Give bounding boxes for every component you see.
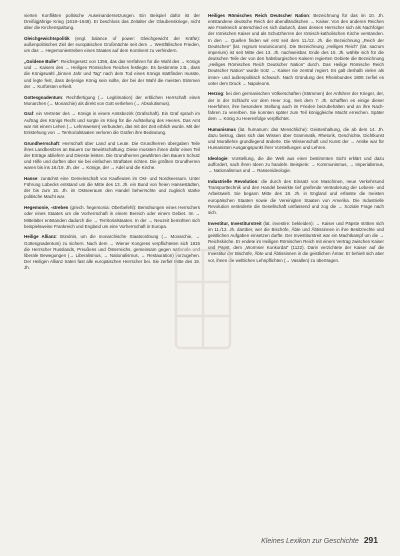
entry-text: : zunächst eine Gemeinschaft von Kaufleuten im Ost- und Nordseeraum. Unter Führung Lübecks entstand um die Mitte des 13. Jh. ein Bund von freien Hansestädten, der bis zum 15. Jh. im Ostseeraum den Handel beherrschte und zugleich starke politische Macht war.: [24, 176, 200, 200]
entry-term: Ideologie: [208, 156, 228, 162]
entry-text: : Bezeichnung für das im 10. Jh. entstandene deutsche Reich der abendländischen → Kaiser. Von den anderen Reichen wie Frankreich unterschied es sich dadurch, dass dessen Herrscher sich als Nachfolger der römischen Kaiser und als Schutzherren der römisch-katholischen Kirche verstanden. In den → Quellen finden wir erst seit dem 11./12. Jh. die Bezeichnung „Reich der Deutschen“ (lat. regnum teutonicorum). Die Bezeichnung „Heiliges Reich“ (lat. sacrum imperium) ist seit Mitte des 13. Jh. nachweisbar. Ende des 15. Jh. wählte sich für die deutschen Teile der von den habsburgischen Kaisern regierten Gebiete die Bezeichnung „Heiliges Römisches Reich Deutscher Nation“ durch. Das Heilige Römische Reich Deutscher Nation“ wurde trotz → Kaiser nie zentral regiert. Es galt deshalb vielen als innen- und außenpolitisch schwach. Nach Gründung des Rheinbundes 1806 zerfiel es unter dem Druck → Napoleons.: [208, 13, 384, 86]
entry-term: Hanse: [24, 176, 38, 181]
lexicon-entry: [208, 156, 384, 174]
entry-term: Humanismus: [208, 126, 236, 132]
entry-term: Hegemonie, -streben: [24, 205, 69, 211]
lexicon-entry: [208, 221, 384, 264]
entry-text: : Rechtfertigung (→ Legitimation) der erblichen Herrschaft eines Monarchen (→ Monarchie) als direkt von Gott verliehen (→ Absolutismus).: [24, 94, 200, 106]
entry-text: (lat. humanum: das Menschliche): Geisteshaltung, die ab dem 14. Jh. dazu beitrug, dass sich das Wissen über Grammatik, Rhetorik, Geschichte, Dichtkunst und Morallehre grundlegend änderte. Die Wissenschaft und Kunst der → Antike war für Humanisten Ausgangspunkt ihrer Vorstellungen und Lehren.: [208, 126, 384, 151]
entry-text: (engl. balance of power: Gleichgewicht der Kräfte): außenpolitisches Ziel der europäischen Großmächte seit dem → Westfälischen Frieden, um das → Hegemoniestreben eines Staates auf dem Kontinent zu verhindern.: [24, 36, 200, 54]
lexicon-entry: [208, 179, 384, 216]
entry-term: Heiliges Römisches Reich Deutscher Nation: [208, 13, 309, 18]
entry-term: Gottesgnadentum: [24, 94, 62, 100]
lexicon-entry: [24, 95, 200, 107]
entry-text: : Herrschaft über Land und Leute. Die Grundherren übergaben Teile ihres Landbesitzes an Bauern zur Bewirtschaftung. Diese mussten ihnen dafür einen Teil der Erträge abliefern und Dienste leisten. Die Grundherren gewährten den Bauern Schutz und Hilfe und durften über sie bei einfachen Straftaten richten. Die größten Grundherren waren bis ins 18./19. Jh. der → Könige, der → Adel und die Kirche.: [24, 140, 200, 171]
lexicon-entry: [24, 111, 200, 136]
entry-text: : Vorstellung, die die Welt aus einer bestimmten Sicht erklärt und dazu auffordert, nach ihren Ideen zu handeln. Beispiele: → Kommunismus, → Imperialismus, → Nationalismus und → Rassenideologie.: [208, 156, 384, 174]
page-footer: [261, 535, 378, 545]
entry-term: Herzog: [208, 91, 224, 97]
entry-text: : die durch den Einsatz von Maschinen, neue Verkehrsund Transporttechnik und den Handel bewirkte tief greifende Veränderung der Lebens- und Arbeitswelt. Sie begann Mitte des 18. Jh. in England und erfasste die meisten europäischen Staaten sowie die Vereinigten Staaten von Amerika. Die Industrielle Revolution veränderte die Gesellschaft umfassend und zog die → Soziale Frage nach sich.: [208, 179, 384, 215]
lexicon-entry: [208, 127, 384, 152]
entry-text: : Bündnis, um die monarchische Staatsordnung (→ Monarchie, → Gottesgnadentum) zu sichern. Nach dem → Wiener Kongress verpflichteten sich 1815 die Herrscher Russlands, Preußens und Österreichs, gemeinsam gegen nationale und liberale Bewegungen (→ Liberalismus, → Nationalismus, → Restauration) vorzugehen. Der Heiligen Allianz traten fast alle europäischen Herrscher bei. Sie zerfiel Mitte des 19. Jh.: [24, 234, 200, 271]
lexicon-entry: [24, 13, 200, 31]
entry-term: Heilige Allianz: [24, 234, 56, 240]
entry-term: Gleichgewichtspolitik: [24, 36, 70, 42]
entry-text: (griech. hegemonia: Oberbefehl): Bemühungen eines Herrschers oder eines Staates um die Vorherrschaft in einem Bereich oder einem Gebiet. Im → Mittelalter entstanden dadurch die → Territorialstaaten. In der → Neuzeit bemühten sich beispielsweise Frankreich und England um eine Vorherrschaft in Europa.: [24, 205, 200, 229]
entry-text: : ein Vertreter des → Königs in einem Amtsbezirk (Grafschaft). Ein Graf sprach im Auftrag des Königs Recht und sorgte im Krieg für die Aufstellung des Heeres. Das Amt war mit einem Lehen (→ Lehnswesen) verbunden, das mit der Zeit erblich wurde. Mit der Entstehung von → Territorialstaaten verloren die Grafen ihre Bedeutung.: [24, 111, 200, 135]
entry-term: Graf: [24, 111, 34, 117]
entry-text: : Reichsgesetz von 1356, das das Verfahren für die Wahl des → Königs und → Kaisers des → Heiligen Römischen Reiches festlegte. Es bestimmte z.B., dass die Königswahl „binnen Jahr und Tag“ nach dem Tod eines Königs stattfinden musste, und legte fest, dass derjenige König sein sollte, der bei der Wahl die meisten Stimmen der → Kurfürsten erhielt.: [24, 59, 200, 89]
entry-term: Industrielle Revolution: [208, 179, 258, 185]
entry-text: (lat. investire: bekleiden): → Kaiser und Päpste stritten sich im 11./12. Jh. darüber, wer die Bischöfe, Äbte und Äbtissinnen in ihre Besitzrechte und geistlichen Aufgaben einsetzen durfte. Der Investiturstreit war ein Machtkampf um die → Reichskirche. Er endete im Heiligen Römischen Reich mit einem Vertrag zwischen Kaiser und Papst, dem „Wormser Konkordat“ (1122). Darin verzichtete der Kaiser auf die Investitur der Bischöfe, Äbte und Äbtissinnen in die geistlichen Ämter. Er behielt sich aber vor, ihnen die weltlichen Lehnpflichten (→ Vasallen) zu übertragen.: [208, 220, 384, 263]
lexicon-entry: [24, 234, 200, 271]
lexicon-page: [24, 13, 384, 523]
left-column: [24, 13, 200, 523]
entry-term: Grundherrschaft: [24, 140, 60, 146]
lexicon-entry: [24, 176, 200, 201]
book-title: Kleines Lexikon zur Geschichte: [261, 538, 359, 545]
entry-term: Investitur, Investiturstreit: [208, 220, 262, 226]
entry-term: „Goldene Bulle“: [24, 59, 59, 65]
lexicon-entry: [208, 13, 384, 87]
right-column: [208, 13, 384, 523]
page-number: 291: [363, 535, 378, 545]
entry-text: vierten Konflikten politische Auseinandersetzungen. Ein Beispiel dafür ist der Dreißigjährige Krieg (1618–1648). Er beschloss das Zeitalter der Glaubenskriege, nicht aber die Kirchenspaltung.: [24, 13, 200, 31]
lexicon-entry: [208, 91, 384, 122]
lexicon-entry: [24, 141, 200, 172]
entry-text: : bei den germanischen Völkerschaften (Stämmen) der Anführer der Krieger, der, der in der Schlacht vor dem Heer zog. Seit dem 7. Jh. schafften es einige dieser Heerführer, ihre besondere Stellung auch im Frieden beizubehalten und an ihre Nachfahren zu vererben. Sie konnten später zum Teil königgleiche Macht erreichen. Später dem → König zu Heeresfolge verpflichtet.: [208, 91, 384, 122]
lexicon-entry: [24, 36, 200, 54]
lexicon-entry: [24, 205, 200, 230]
lexicon-entry: [24, 59, 200, 90]
